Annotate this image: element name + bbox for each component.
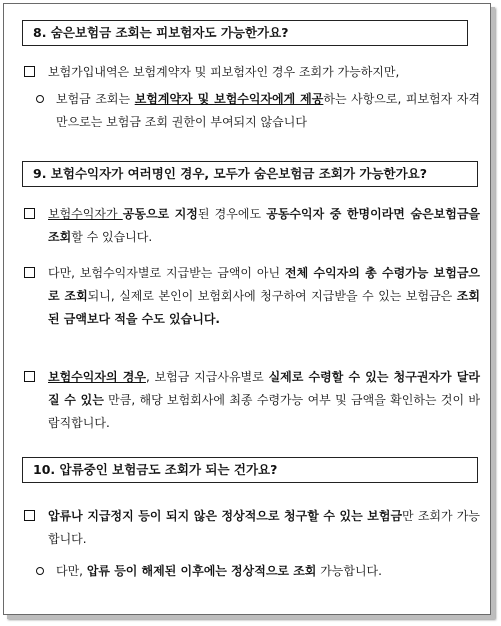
q8-item-2 (34, 88, 480, 134)
q9-item-3-text: 보험수익자의 경우, 보험금 지급사유별로 실제로 수령할 수 있는 청구권자가 달라질 수 있는 만큼, 해당 보험회사에 최종 수령가능 여부 및 금액을 확인하는 것이 바람직합니다. (48, 370, 480, 430)
square-bullet-icon (24, 371, 35, 382)
q10-item-1-text: 압류나 지급정지 등이 되지 않은 정상적으로 청구할 수 있는 보험금만 조회가 가능합니다. (48, 509, 480, 546)
q9-item-1-text: 보험수익자가 공동으로 지정된 경우에도 공동수익자 중 한명이라면 숨은보험금을 조회할 수 있습니다. (48, 207, 481, 244)
q9-item-2 (22, 262, 480, 331)
question-8-title: 8. 숨은보험금 조회는 피보험자도 가능한가요? (22, 20, 468, 46)
square-bullet-icon (24, 510, 35, 521)
q9-item-3 (22, 366, 480, 435)
q10-item-1 (22, 505, 480, 551)
q8-item-1 (22, 61, 480, 84)
q10-item-2 (34, 560, 480, 583)
q8-item-1-text: 보험가입내역은 보험계약자 및 피보험자인 경우 조회가 가능하지만, (48, 65, 400, 79)
square-bullet-icon (24, 267, 35, 278)
square-bullet-icon (24, 208, 35, 219)
q9-item-1 (22, 203, 480, 249)
q10-item-2-text: 다만, 압류 등이 해제된 이후에는 정상적으로 조회 가능합니다. (56, 564, 382, 578)
question-10-title: 10. 압류중인 보험금도 조회가 되는 건가요? (22, 457, 478, 483)
q8-item-2-text: 보험금 조회는 보험계약자 및 보험수익자에게 제공하는 사항으로, 피보험자 자격만으로는 보험금 조회 권한이 부여되지 않습니다 (56, 92, 480, 129)
q9-item-2-text: 다만, 보험수익자별로 지급받는 금액이 아닌 전체 수익자의 총 수령가능 보험금으로 조회되니, 실제로 본인이 보험회사에 청구하여 지급받을 수 있는 보험금은 조회된 금액보다 적을 수도 있습니다. (48, 266, 481, 326)
circle-bullet-icon (36, 567, 44, 575)
circle-bullet-icon (36, 95, 44, 103)
question-9-title: 9. 보험수익자가 여러명인 경우, 모두가 숨은보험금 조회가 가능한가요? (22, 161, 478, 187)
square-bullet-icon (24, 66, 35, 77)
